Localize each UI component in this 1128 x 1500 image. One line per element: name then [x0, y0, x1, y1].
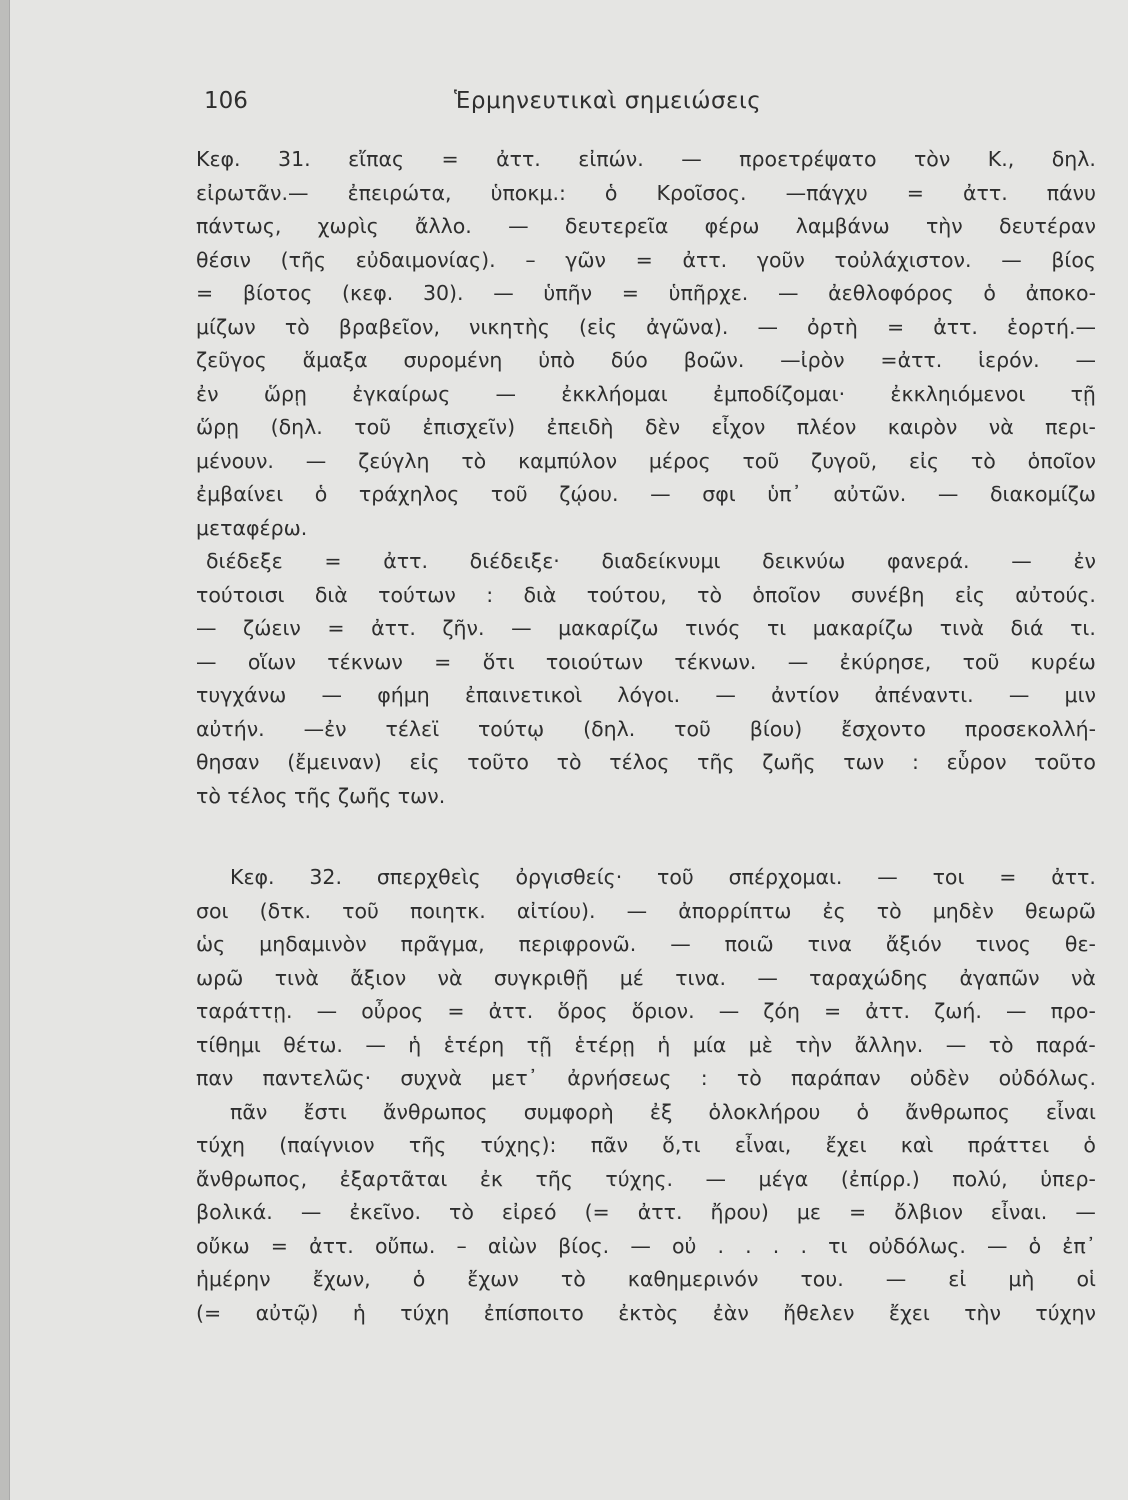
text-line: διέδεξε = ἀττ. διέδειξε· διαδείκνυμι δεικνύω φανερά. — ἐν: [206, 549, 1096, 573]
text-line: ἄνθρωπος, ἐξαρτᾶται ἐκ τῆς τύχης. — μέγα (ἐπίρρ.) πολύ, ὑπερ-: [196, 1166, 1096, 1191]
text-line: ἐμβαίνει ὁ τράχηλος τοῦ ζῴου. — σφι ὑπ᾿ αὐτῶν. — διακομίζω: [196, 482, 1096, 506]
text-line: ἐν ὥρῃ ἐγκαίρως — ἐκκλήομαι ἐμποδίζομαι· ἐκκληιόμενοι τῇ: [196, 381, 1096, 406]
page-header: [204, 88, 864, 128]
text-line: τίθημι θέτω. — ἡ ἑτέρη τῇ ἑτέρῃ ἡ μία μὲ τὴν ἄλλην. — τὸ παρά-: [196, 1032, 1096, 1057]
text-line: (= αὐτῷ) ἡ τύχη ἐπίσποιτο ἐκτὸς ἐὰν ἤθελεν ἔχει τὴν τύχην: [196, 1300, 1096, 1325]
text-line: εἰρωτᾶν.— ἐπειρώτα, ὑποκμ.: ὁ Κροῖσος. —πάγχυ = ἀττ. πάνυ: [196, 180, 1096, 205]
text-line: = βίοτος (κεφ. 30). — ὑπῆν = ὑπῆρχε. — ἀεθλοφόρος ὁ ἀποκο-: [196, 281, 1096, 305]
text-line: Κεφ. 32. σπερχθεὶς ὀργισθείς· τοῦ σπέρχομαι. — τοι = ἀττ.: [230, 865, 1096, 889]
text-line: πᾶν ἔστι ἄνθρωπος συμφορὴ ἐξ ὁλοκλήρου ὁ ἄνθρωπος εἶναι: [230, 1099, 1096, 1124]
text-line: Κεφ. 31. εἴπας = ἀττ. εἰπών. — προετρέψατο τὸν Κ., δηλ.: [196, 147, 1096, 171]
text-line: μένουν. — ζεύγλη τὸ καμπύλον μέρος τοῦ ζυγοῦ, εἰς τὸ ὁποῖον: [196, 448, 1096, 473]
text-line: μίζων τὸ βραβεῖον, νικητὴς (εἰς ἀγῶνα). — ὀρτὴ = ἀττ. ἑορτή.—: [196, 314, 1096, 339]
text-line: παν παντελῶς· συχνὰ μετ᾿ ἀρνήσεως : τὸ παράπαν οὐδὲν οὐδόλως.: [196, 1066, 1096, 1090]
text-line: βολικά. — ἐκεῖνο. τὸ εἰρεό (= ἀττ. ἤρου) με = ὄλβιον εἶναι. —: [196, 1200, 1096, 1224]
text-line: ζεῦγος ἅμαξα συρομένη ὑπὸ δύο βοῶν. —ἰρὸν =ἀττ. ἱερόν. —: [196, 348, 1096, 372]
text-line: ταράττῃ. — οὖρος = ἀττ. ὅρος ὅριον. — ζόη = ἀττ. ζωή. — προ-: [196, 999, 1096, 1023]
text-line: οὔκω = ἀττ. οὔπω. – αἰὼν βίος. — οὐ . . . . τι οὐδόλως. — ὁ ἐπ᾿: [196, 1233, 1096, 1258]
text-line: ωρῶ τινὰ ἄξιον νὰ συγκριθῇ μέ τινα. — ταραχώδης ἀγαπῶν νὰ: [196, 965, 1096, 990]
page-content: [196, 143, 1096, 1330]
text-line: ὡς μηδαμινὸν πρᾶγμα, περιφρονῶ. — ποιῶ τινα ἄξιόν τινος θε-: [196, 932, 1096, 956]
text-line: αὐτήν. —ἐν τέλεϊ τούτῳ (δηλ. τοῦ βίου) ἔσχοντο προσεκολλή-: [196, 716, 1096, 741]
text-line: πάντως, χωρὶς ἄλλο. — δευτερεῖα φέρω λαμβάνω τὴν δευτέραν: [196, 214, 1096, 238]
text-line: τούτοισι διὰ τούτων : διὰ τούτου, τὸ ὁποῖον συνέβη εἰς αὐτούς.: [196, 582, 1096, 607]
text-line: τύχη (παίγνιον τῆς τύχης): πᾶν ὅ,τι εἶναι, ἔχει καὶ πράττει ὁ: [196, 1133, 1096, 1157]
text-line: τὸ τέλος τῆς ζωῆς των.: [196, 783, 446, 808]
text-line: θησαν (ἔμειναν) εἰς τοῦτο τὸ τέλος τῆς ζωῆς των : εὗρον τοῦτο: [196, 750, 1096, 774]
commentary-section: [196, 143, 1096, 813]
commentary-section: [196, 861, 1096, 1330]
text-line: — οἵων τέκνων = ὅτι τοιούτων τέκνων. — ἐκύρησε, τοῦ κυρέω: [196, 649, 1096, 674]
page-edge: [0, 0, 10, 1500]
text-line: σοι (δτκ. τοῦ ποιητκ. αἰτίου). — ἀπορρίπτω ἐς τὸ μηδὲν θεωρῶ: [196, 898, 1096, 923]
text-line: — ζώειν = ἀττ. ζῆν. — μακαρίζω τινός τι μακαρίζω τινὰ διά τι.: [196, 616, 1096, 640]
text-line: τυγχάνω — φήμη ἐπαινετικοὶ λόγοι. — ἀντίον ἀπέναντι. — μιν: [196, 683, 1096, 707]
text-line: ἡμέρην ἔχων, ὁ ἔχων τὸ καθημερινόν του. — εἰ μὴ οἱ: [196, 1267, 1096, 1291]
running-head: Ἑρμηνευτικαὶ σημειώσεις: [454, 88, 762, 114]
text-line: θέσιν (τῆς εὐδαιμονίας). – γῶν = ἀττ. γοῦν τοὐλάχιστον. — βίος: [196, 247, 1096, 272]
page-number: 106: [204, 88, 248, 114]
text-line: ὥρῃ (δηλ. τοῦ ἐπισχεῖν) ἐπειδὴ δὲν εἶχον πλέον καιρὸν νὰ περι-: [196, 415, 1096, 439]
section-gap: [196, 813, 1096, 861]
text-line: μεταφέρω.: [196, 515, 308, 540]
